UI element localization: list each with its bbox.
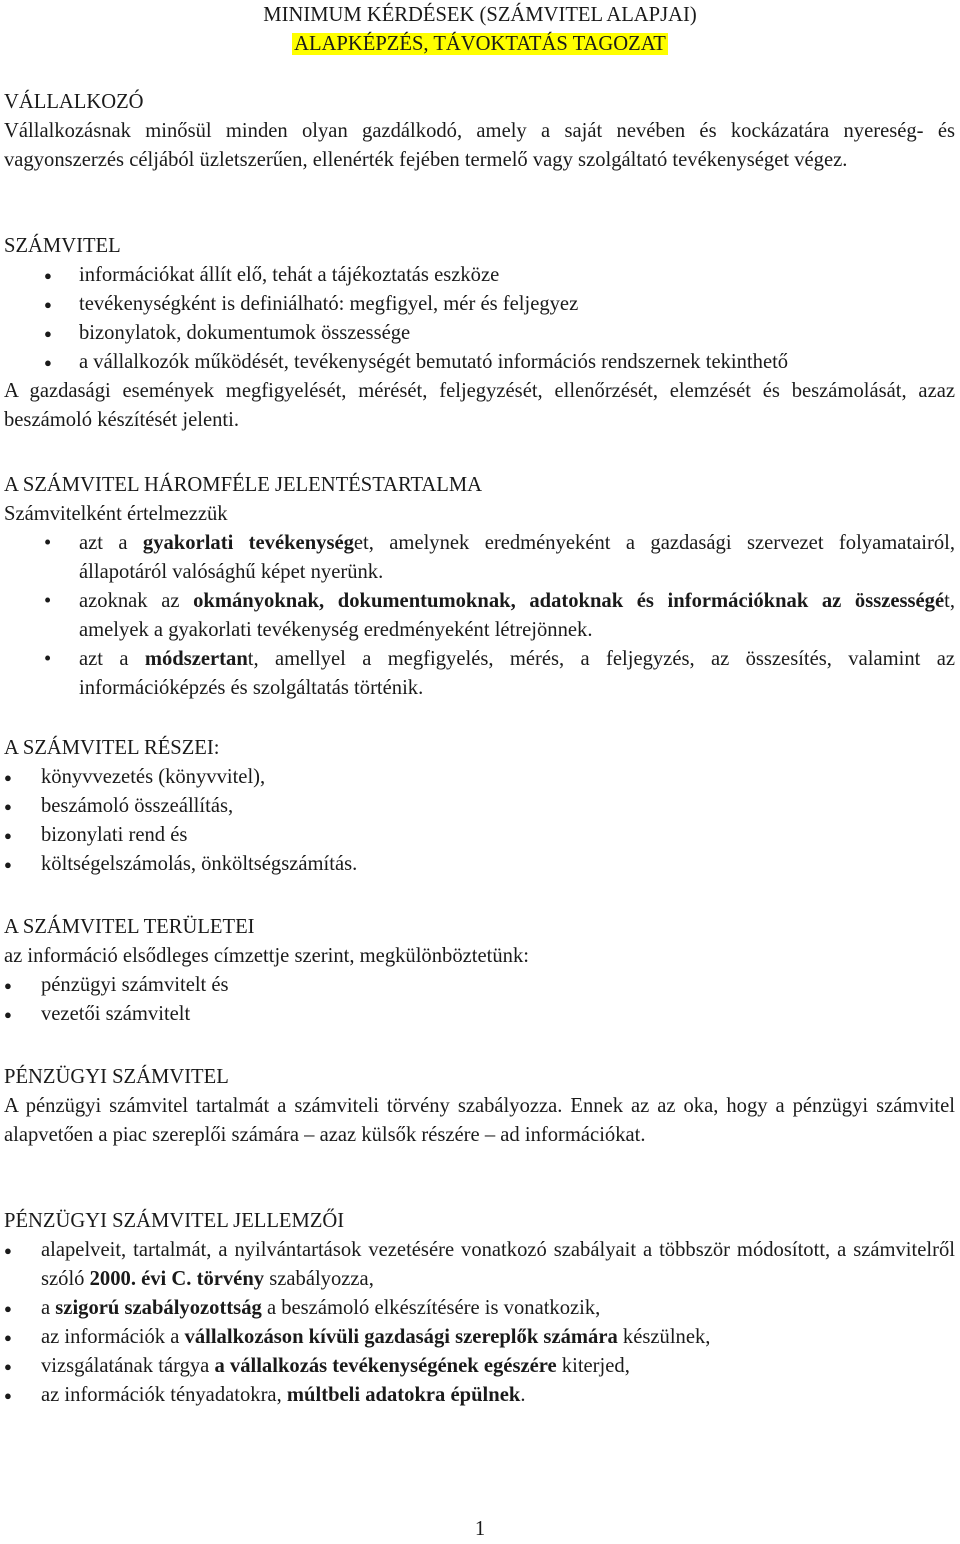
vallalkozo-text: Vállalkozásnak minősül minden olyan gazdálkodó, amely a saját nevében és kockázatára nyereség- és vagyonszerzés céljából üzletszerűen, ellenérték fejében termelő vagy szolgáltató tevékenységet végez. [4,120,955,171]
highlighted-subtitle: ALAPKÉPZÉS, TÁVOKTATÁS TAGOZAT [294,33,666,55]
list-item: ● könyvvezetés (könyvvitel), [4,763,955,792]
document-subtitle [0,30,960,58]
section-title-vallalkozo: VÁLLALKOZÓ [4,91,144,113]
section-title-teruletei: A SZÁMVITEL TERÜLETEI [4,916,255,938]
list-item: ● alapelveit, tartalmát, a nyilvántartások vezetésére vonatkozó szabályait a többször módosított, a számvitelről szóló 2000. évi C. törvény szabályozza, [4,1236,955,1294]
section-vallalkozo [4,88,955,175]
list-item: ● az információk tényadatokra, múltbeli adatokra épülnek. [4,1381,955,1410]
szamvitel-text: A gazdasági események megfigyelését, mérését, feljegyzését, ellenőrzését, elemzését és beszámolását, azaz beszámoló készítését jelenti. [4,380,955,431]
page-number: 1 [474,1518,486,1540]
section-title-szamvitel: SZÁMVITEL [4,235,121,257]
document-title: MINIMUM KÉRDÉSEK (SZÁMVITEL ALAPJAI) [263,4,697,26]
teruletei-list [4,971,955,1029]
haromfele-intro: Számvitelként értelmezzük [4,503,228,525]
section-reszei [4,734,955,879]
list-item: ● információkat állít elő, tehát a tájékoztatás eszköze [4,261,955,290]
list-item: • azoknak az okmányoknak, dokumentumoknak, adatoknak és információknak az összességét, amelyek a gyakorlati tevékenység eredményeként létrejönnek. [4,587,955,645]
list-item: ● a szigorú szabályozottság a beszámoló elkészítésére is vonatkozik, [4,1294,955,1323]
section-title-jellemzoi: PÉNZÜGYI SZÁMVITEL JELLEMZŐI [4,1210,345,1232]
list-item: ● vizsgálatának tárgya a vállalkozás tevékenységének egészére kiterjed, [4,1352,955,1381]
list-item: ● a vállalkozók működését, tevékenységét bemutató információs rendszernek tekinthető [4,348,955,377]
section-jellemzoi [4,1207,955,1410]
szamvitel-list [4,261,955,377]
haromfele-list [4,529,955,703]
list-item: ● bizonylatok, dokumentumok összessége [4,319,955,348]
section-teruletei [4,913,955,1029]
list-item: • azt a módszertant, amellyel a megfigyelés, mérés, a feljegyzés, az összesítés, valamint az információképzés és szolgáltatás történik. [4,645,955,703]
list-item: ● pénzügyi számvitelt és [4,971,955,1000]
list-item: ● beszámoló összeállítás, [4,792,955,821]
section-title-penzugyi: PÉNZÜGYI SZÁMVITEL [4,1066,229,1088]
section-title-haromfele: A SZÁMVITEL HÁROMFÉLE JELENTÉSTARTALMA [4,474,483,496]
section-title-reszei: A SZÁMVITEL RÉSZEI: [4,737,220,759]
section-szamvitel [4,232,955,435]
list-item: ● vezetői számvitelt [4,1000,955,1029]
jellemzoi-list [4,1236,955,1410]
section-penzugyi [4,1063,955,1150]
list-item: ● az információk a vállalkozáson kívüli gazdasági szereplők számára készülnek, [4,1323,955,1352]
list-item: ● költségelszámolás, önköltségszámítás. [4,850,955,879]
list-item: • azt a gyakorlati tevékenységet, amelynek eredményeként a gazdasági szervezet folyamatairól, állapotáról valósághű képet nyerünk. [4,529,955,587]
teruletei-intro: az információ elsődleges címzettje szerint, megkülönböztetünk: [4,945,529,967]
list-item: ● bizonylati rend és [4,821,955,850]
reszei-list [4,763,955,879]
section-haromfele [4,471,955,703]
list-item: ● tevékenységként is definiálható: megfigyel, mér és feljegyez [4,290,955,319]
penzugyi-text: A pénzügyi számvitel tartalmát a számviteli törvény szabályozza. Ennek az az oka, hogy a pénzügyi számvitel alapvetően a piac szereplői számára – azaz külsők részére – ad információkat. [4,1095,955,1146]
